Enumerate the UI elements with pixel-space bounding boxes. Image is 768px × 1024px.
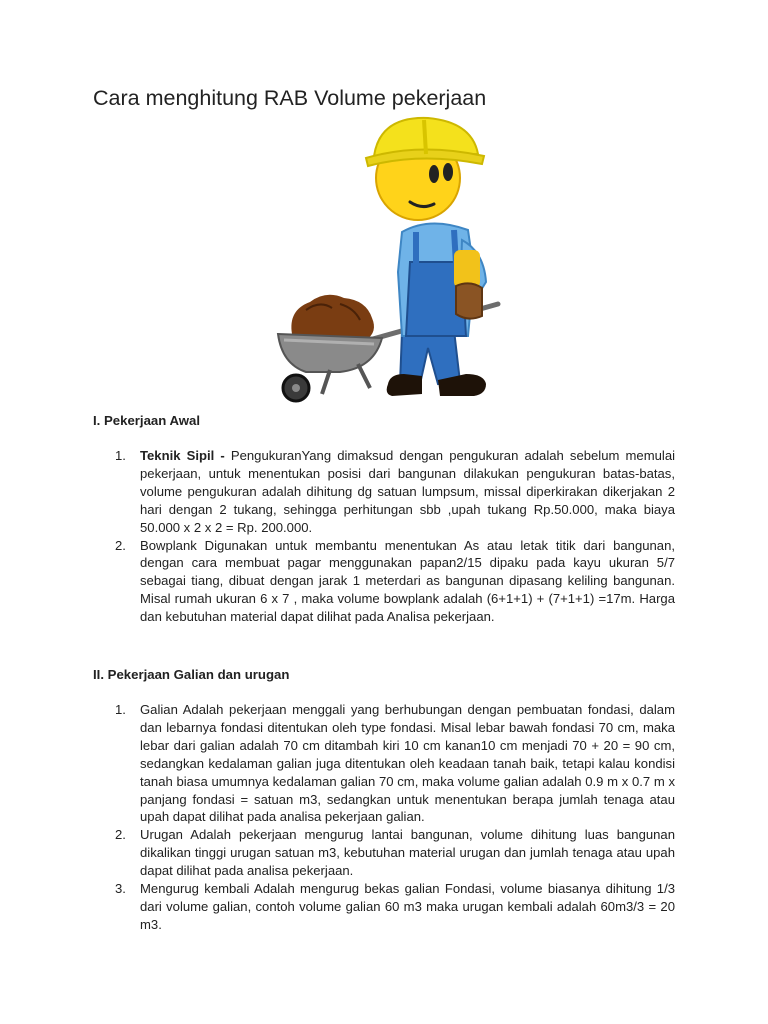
construction-worker-wheelbarrow-icon <box>270 112 510 412</box>
list-item-text: Bowplank Digunakan untuk membantu menentukan As atau letak titik dari bangunan, dengan cara membuat pagar menggunakan papan2/15 dipaku pada kayu ukuran 5/7 sebagai tiang, dibuat dengan jarak 1 meterdari as bangunan dipasang keliling bangunan. Misal rumah ukuran 6 x 7 , maka volume bowplank adalah (6+1+1) + (7+1+1) =17m. Harga dan kebutuhan material dapat dilihat pada Analisa pekerjaan. <box>140 537 675 625</box>
list-item <box>93 880 675 934</box>
list-number: 1. <box>115 448 126 463</box>
numbered-list <box>93 447 675 626</box>
list-item-text: Mengurug kembali Adalah mengurug bekas galian Fondasi, volume biasanya dihitung 1/3 dari volume galian, contoh volume galian 60 m3 maka urugan kembali adalah 60m3/3 = 20 m3. <box>140 881 675 932</box>
list-item-text: PengukuranYang dimaksud dengan pengukuran adalah sebelum memulai pekerjaan, untuk menentukan posisi dari bangunan dilakukan pengukuran batas-batas, volume pengukuran adalah dihitung dg satuan lumpsum, missal diperkirakan dikerjakan 2 hari dengan 2 tukang, sehingga perhitungan sbb ,upah tukang Rp.50.000, maka biaya 50.000 x 2 x 2 = Rp. 200.000. <box>140 448 676 535</box>
list-item <box>93 826 675 880</box>
section-heading: I. Pekerjaan Awal <box>93 413 201 428</box>
list-item <box>93 447 675 537</box>
page-title: Cara menghitung RAB Volume pekerjaan <box>93 86 487 110</box>
list-item <box>93 537 675 627</box>
list-number: 3. <box>115 881 126 897</box>
list-number: 2. <box>115 537 126 553</box>
numbered-list <box>93 701 675 934</box>
list-number: 1. <box>115 702 126 717</box>
list-item-text: Urugan Adalah pekerjaan mengurug lantai bangunan, volume dihitung luas bangunan dikalikan tinggi urugan satuan m3, kebutuhan material urugan dan jumlah tenaga atau upah dapat dilihat pada analisa pekerjaan. <box>140 827 675 879</box>
list-number: 2. <box>115 827 126 843</box>
list-item <box>93 701 675 826</box>
list-item-text: Galian Adalah pekerjaan menggali yang berhubungan dengan pembuatan fondasi, dalam dan lebarnya fondasi ditentukan oleh type fondasi. Misal lebar bawah fondasi 70 cm, maka lebar dari galian adalah 70 cm ditambah kiri 10 cm kanan10 cm menjadi 70 + 20 = 90 cm, sedangkan kedalaman galian juga ditentukan oleh keadaan tanah baik, tetapi kalau kondisi tanah biasa umumnya kedalaman galian 70 cm, maka volume galian adalah 0.9 m x 0.7 m x panjang fondasi = satuan m3, sedangkan untuk menentukan berapa jumlah tenaga atau upah dapat dilihat pada analisa pekerjaan galian. <box>140 702 675 825</box>
list-item-bold-term: Teknik Sipil - <box>140 448 225 463</box>
section-heading: II. Pekerjaan Galian dan urugan <box>93 667 290 682</box>
